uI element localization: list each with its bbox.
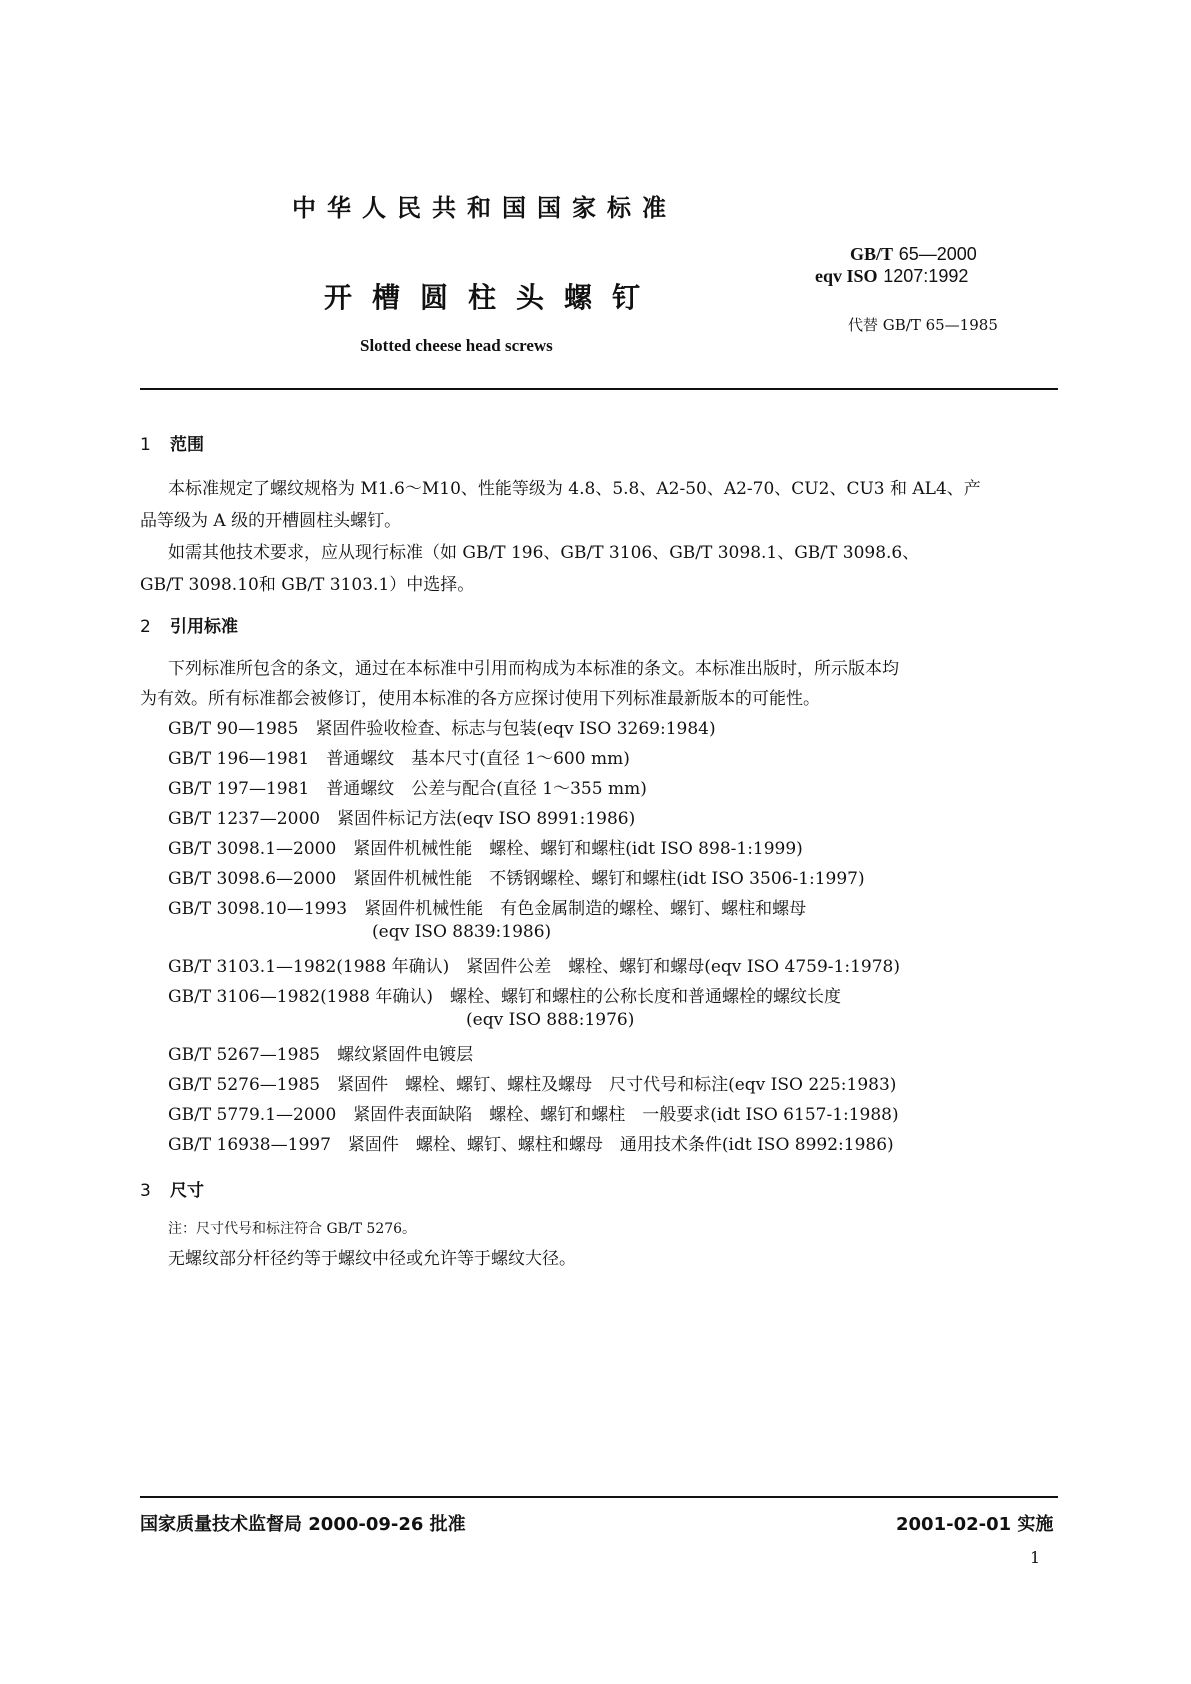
standard-code-prefix: GB/T	[850, 244, 894, 264]
effective-date: 2001-02-01 实施	[896, 1514, 1054, 1535]
english-title: Slotted cheese head screws	[360, 336, 553, 355]
reference-item	[168, 1040, 473, 1065]
references-intro-line: 为有效。所有标准都会被修订，使用本标准的各方应探讨使用下列标准最新版本的可能性。	[140, 689, 820, 709]
reference-code: GB/T 3098.10—1993	[168, 899, 348, 919]
approval-date: 国家质量技术监督局 2000-09-26 批准	[140, 1514, 466, 1535]
header-divider	[140, 388, 1058, 390]
dimensions-text: 无螺纹部分杆径约等于螺纹中径或允许等于螺纹大径。	[168, 1249, 576, 1269]
reference-title: 紧固件公差 螺栓、螺钉和螺母(eqv ISO 4759-1:1978)	[466, 957, 900, 977]
reference-code: GB/T 90—1985	[168, 719, 299, 739]
section-number: 1	[140, 435, 151, 455]
section-number: 3	[140, 1181, 151, 1201]
reference-item	[168, 804, 635, 829]
reference-item	[168, 864, 865, 889]
reference-title: 紧固件表面缺陷 螺栓、螺钉和螺柱 一般要求(idt ISO 6157-1:1988)	[353, 1105, 899, 1125]
reference-item	[168, 1100, 899, 1125]
equivalent-standard	[815, 266, 968, 287]
reference-title: 紧固件标记方法(eqv ISO 8991:1986)	[337, 809, 636, 829]
section-title: 尺寸	[170, 1181, 204, 1201]
reference-item	[168, 714, 716, 739]
reference-item	[168, 744, 630, 769]
equivalent-prefix: eqv ISO	[815, 266, 878, 286]
page-title: 开槽圆柱头螺钉	[324, 281, 661, 314]
reference-item	[168, 952, 900, 977]
reference-item	[168, 834, 803, 859]
reference-code: GB/T 5276—1985	[168, 1075, 321, 1095]
standard-type: 中华人民共和国国家标准	[292, 194, 677, 222]
reference-title: 紧固件验收检查、标志与包装(eqv ISO 3269:1984)	[315, 719, 716, 739]
reference-item	[168, 774, 647, 799]
scope-paragraph-line: 品等级为 A 级的开槽圆柱头螺钉。	[140, 511, 402, 531]
reference-title: 螺纹紧固件电镀层	[337, 1045, 474, 1065]
replaces-note: 代替 GB/T 65—1985	[848, 316, 998, 334]
reference-title: 普通螺纹 公差与配合(直径 1～355 mm)	[326, 779, 647, 799]
scope-paragraph-line: 如需其他技术要求，应从现行标准（如 GB/T 196、GB/T 3106、GB/T 3098.1、GB/T 3098.6、	[168, 543, 920, 563]
reference-title: 紧固件机械性能 螺栓、螺钉和螺柱(idt ISO 898-1:1999)	[353, 839, 803, 859]
reference-title: 紧固件机械性能 不锈钢螺栓、螺钉和螺柱(idt ISO 3506-1:1997)	[353, 869, 865, 889]
reference-title: 紧固件机械性能 有色金属制造的螺栓、螺钉、螺柱和螺母	[364, 899, 807, 919]
reference-title: 螺栓、螺钉和螺柱的公称长度和普通螺栓的螺纹长度	[450, 987, 842, 1007]
reference-code: GB/T 5779.1—2000	[168, 1105, 337, 1125]
reference-code: GB/T 3103.1—1982(1988 年确认)	[168, 957, 450, 977]
reference-code: GB/T 197—1981	[168, 779, 310, 799]
dimensions-note: 注：尺寸代号和标注符合 GB/T 5276。	[168, 1221, 417, 1237]
reference-continuation: (eqv ISO 8839:1986)	[372, 922, 552, 942]
reference-item	[168, 894, 806, 919]
standard-code-number: 65—2000	[898, 244, 977, 264]
section-heading-scope	[140, 430, 204, 455]
footer-divider	[140, 1496, 1058, 1498]
standard-code	[850, 244, 977, 265]
references-intro-line: 下列标准所包含的条文，通过在本标准中引用而构成为本标准的条文。本标准出版时，所示版本均	[168, 659, 899, 679]
reference-code: GB/T 5267—1985	[168, 1045, 321, 1065]
reference-code: GB/T 196—1981	[168, 749, 310, 769]
section-title: 范围	[170, 435, 204, 455]
section-title: 引用标准	[170, 617, 238, 637]
equivalent-number: 1207:1992	[883, 266, 969, 286]
scope-paragraph-line: GB/T 3098.10和 GB/T 3103.1）中选择。	[140, 575, 475, 595]
reference-item	[168, 1070, 896, 1095]
reference-code: GB/T 3098.1—2000	[168, 839, 337, 859]
section-heading-dimensions	[140, 1176, 204, 1201]
reference-code: GB/T 3106—1982(1988 年确认)	[168, 987, 434, 1007]
reference-code: GB/T 3098.6—2000	[168, 869, 337, 889]
page-number: 1	[1030, 1548, 1041, 1567]
reference-code: GB/T 16938—1997	[168, 1135, 331, 1155]
reference-code: GB/T 1237—2000	[168, 809, 321, 829]
reference-item	[168, 1130, 894, 1155]
section-number: 2	[140, 617, 151, 637]
section-heading-references	[140, 612, 238, 637]
reference-title: 紧固件 螺栓、螺钉、螺柱及螺母 尺寸代号和标注(eqv ISO 225:1983)	[337, 1075, 897, 1095]
reference-title: 普通螺纹 基本尺寸(直径 1～600 mm)	[326, 749, 630, 769]
scope-paragraph-line: 本标准规定了螺纹规格为 M1.6～M10、性能等级为 4.8、5.8、A2-50、A2-70、CU2、CU3 和 AL4、产	[168, 479, 981, 499]
reference-continuation: (eqv ISO 888:1976)	[466, 1010, 635, 1030]
reference-title: 紧固件 螺栓、螺钉、螺柱和螺母 通用技术条件(idt ISO 8992:1986)	[347, 1135, 894, 1155]
reference-item	[168, 982, 841, 1007]
